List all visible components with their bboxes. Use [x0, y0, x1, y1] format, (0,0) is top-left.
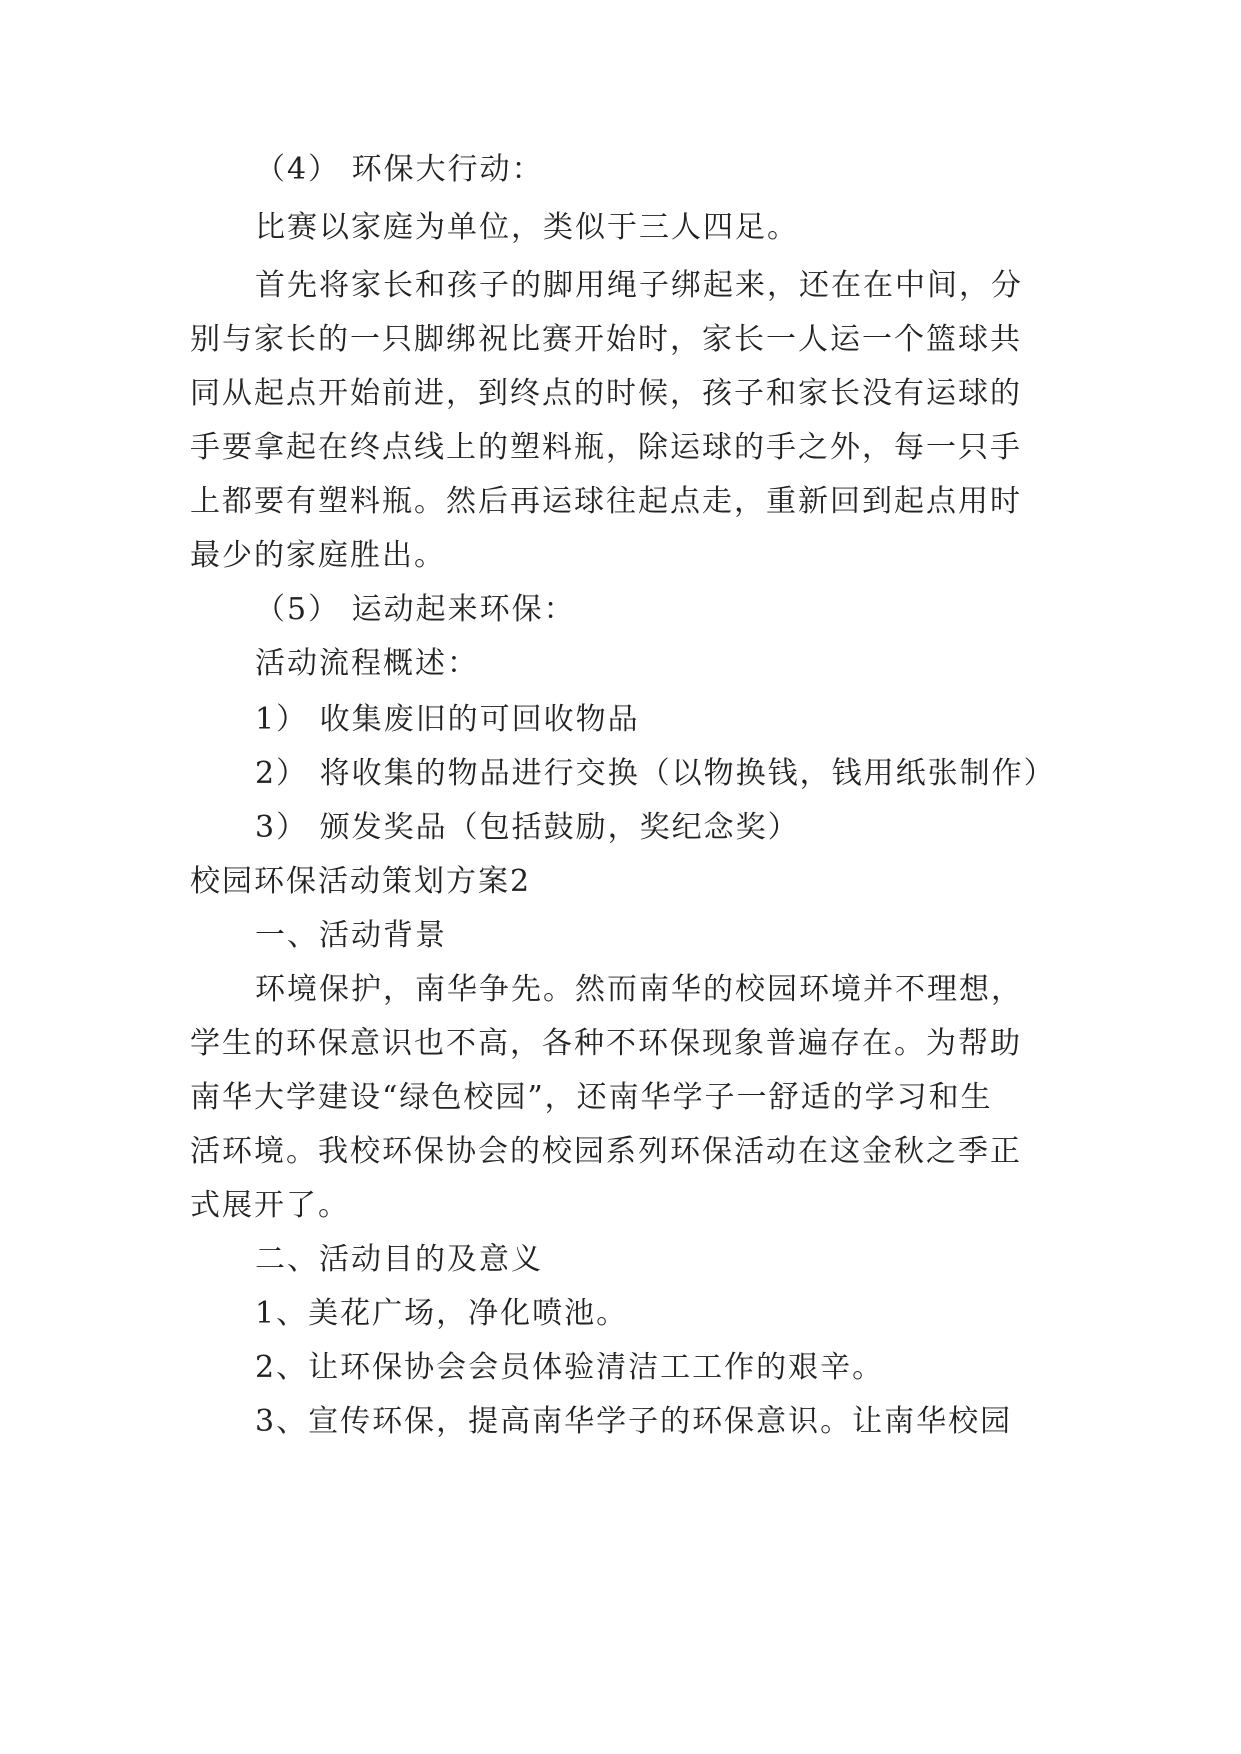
heading-background: 一、活动背景: [255, 918, 447, 953]
paragraph-line: 同从起点开始前进，到终点的时候，孩子和家长没有运球的: [190, 376, 1022, 411]
paragraph-line: 别与家长的一只脚绑祝比赛开始时，家长一人运一个篮球共: [190, 322, 1022, 357]
list-item: 2） 将收集的物品进行交换（以物换钱，钱用纸张制作）: [255, 756, 1056, 791]
list-item: 2、让环保协会会员体验清洁工工作的艰辛。: [255, 1350, 885, 1385]
paragraph-line: 活动流程概述：: [255, 646, 479, 681]
paragraph-line: 最少的家庭胜出。: [190, 538, 446, 573]
paragraph-line: 环境保护，南华争先。然而南华的校园环境并不理想，: [255, 972, 1023, 1007]
paragraph-line: 比赛以家庭为单位，类似于三人四足。: [255, 210, 799, 245]
paragraph-line: 式展开了。: [190, 1188, 350, 1223]
subheading-environmental-action: （4） 环保大行动：: [255, 152, 544, 187]
section-title: 校园环保活动策划方案2: [190, 864, 532, 899]
paragraph-line: 首先将家长和孩子的脚用绳子绑起来，还在在中间，分: [255, 268, 1023, 303]
paragraph-line: 上都要有塑料瓶。然后再运球往起点走，重新回到起点用时: [190, 484, 1022, 519]
paragraph-line: 活环境。我校环保协会的校园系列环保活动在这金秋之季正: [190, 1134, 1022, 1169]
list-item: 3、宣传环保，提高南华学子的环保意识。让南华校园: [255, 1404, 1013, 1439]
paragraph-line: 学生的环保意识也不高，各种不环保现象普遍存在。为帮助: [190, 1026, 1022, 1061]
paragraph-line: 手要拿起在终点线上的塑料瓶，除运球的手之外，每一只手: [190, 430, 1022, 465]
list-item: 1） 收集废旧的可回收物品: [255, 702, 640, 737]
heading-purpose: 二、活动目的及意义: [255, 1242, 543, 1277]
paragraph-line: 南华大学建设“绿色校园”，还南华学子一舒适的学习和生: [190, 1080, 993, 1115]
subheading-sports-environment: （5） 运动起来环保：: [255, 592, 576, 627]
list-item: 3） 颁发奖品（包括鼓励，奖纪念奖）: [255, 810, 800, 845]
list-item: 1、美花广场，净化喷池。: [255, 1296, 629, 1331]
